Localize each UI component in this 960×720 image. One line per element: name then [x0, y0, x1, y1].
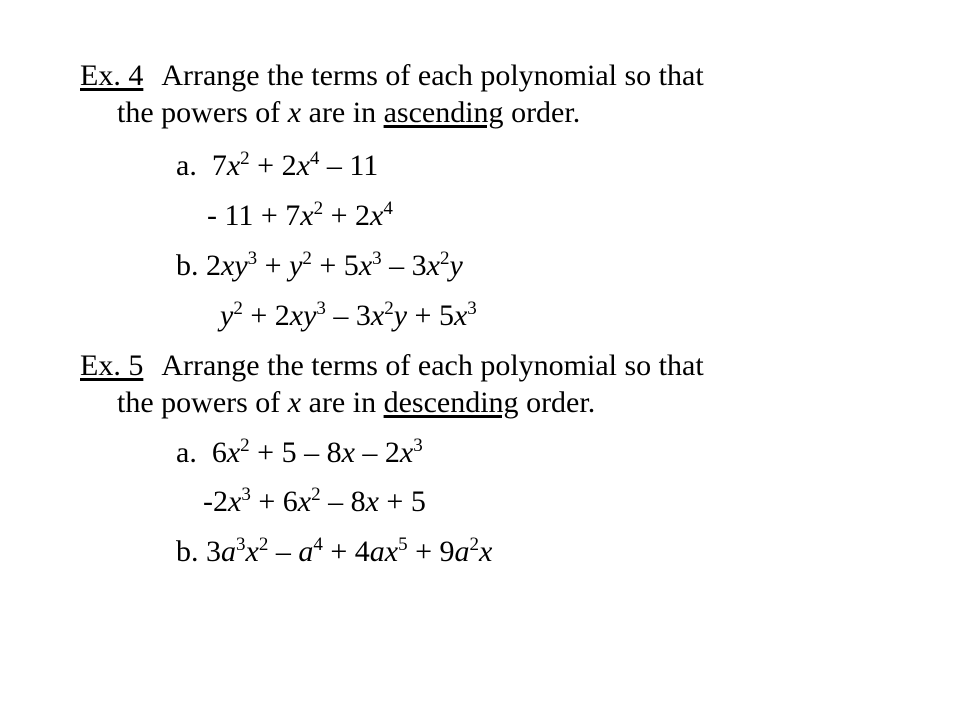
ex4-text-line2-a: the powers of	[117, 96, 288, 129]
ex4-instruction-line2	[117, 96, 580, 130]
ex5-text-line2-c: order.	[518, 386, 596, 419]
ex5-keyword-descending: descending	[383, 386, 519, 419]
ex4-instruction-line1	[80, 59, 704, 93]
ex4-variable-x: x	[287, 96, 302, 129]
ex4-label: Ex. 4	[80, 59, 144, 92]
ex4-keyword-ascending: ascending	[383, 96, 504, 129]
ex5-part-b-problem: b. $3a^3x^2 - a^4 + 4ax^5 + 9a^2x$	[176, 534, 493, 568]
ex5-label: Ex. 5	[80, 349, 144, 382]
ex4-text-line2-b: are in	[301, 96, 384, 129]
ex5-text-line1: Arrange the terms of each polynomial so that	[161, 349, 704, 382]
ex4-part-a-answer: - $11 + 7x^2 + 2x^4$	[207, 198, 393, 232]
ex4-text-line2-c: order.	[503, 96, 581, 129]
ex5-part-a-answer: $-2x^3 + 6x^2 - 8x + 5$	[203, 484, 426, 518]
ex4-text-line1: Arrange the terms of each polynomial so that	[161, 59, 704, 92]
ex5-text-line2-a: the powers of	[117, 386, 288, 419]
ex4-part-a-problem: a. $7x^2 + 2x^4 - 11$	[176, 148, 379, 182]
ex4-part-b-answer: $y^2 + 2xy^3 - 3x^2y + 5x^3$	[220, 298, 477, 332]
ex5-instruction-line2	[117, 386, 595, 420]
ex5-part-a-problem: a. $6x^2 + 5 - 8x - 2x^3$	[176, 435, 423, 469]
ex5-variable-x: x	[287, 386, 302, 419]
ex5-text-line2-b: are in	[301, 386, 384, 419]
ex4-part-b-problem: b. $2xy^3 + y^2 + 5x^3 - 3x^2y$	[176, 248, 463, 282]
ex5-instruction-line1	[80, 349, 704, 383]
